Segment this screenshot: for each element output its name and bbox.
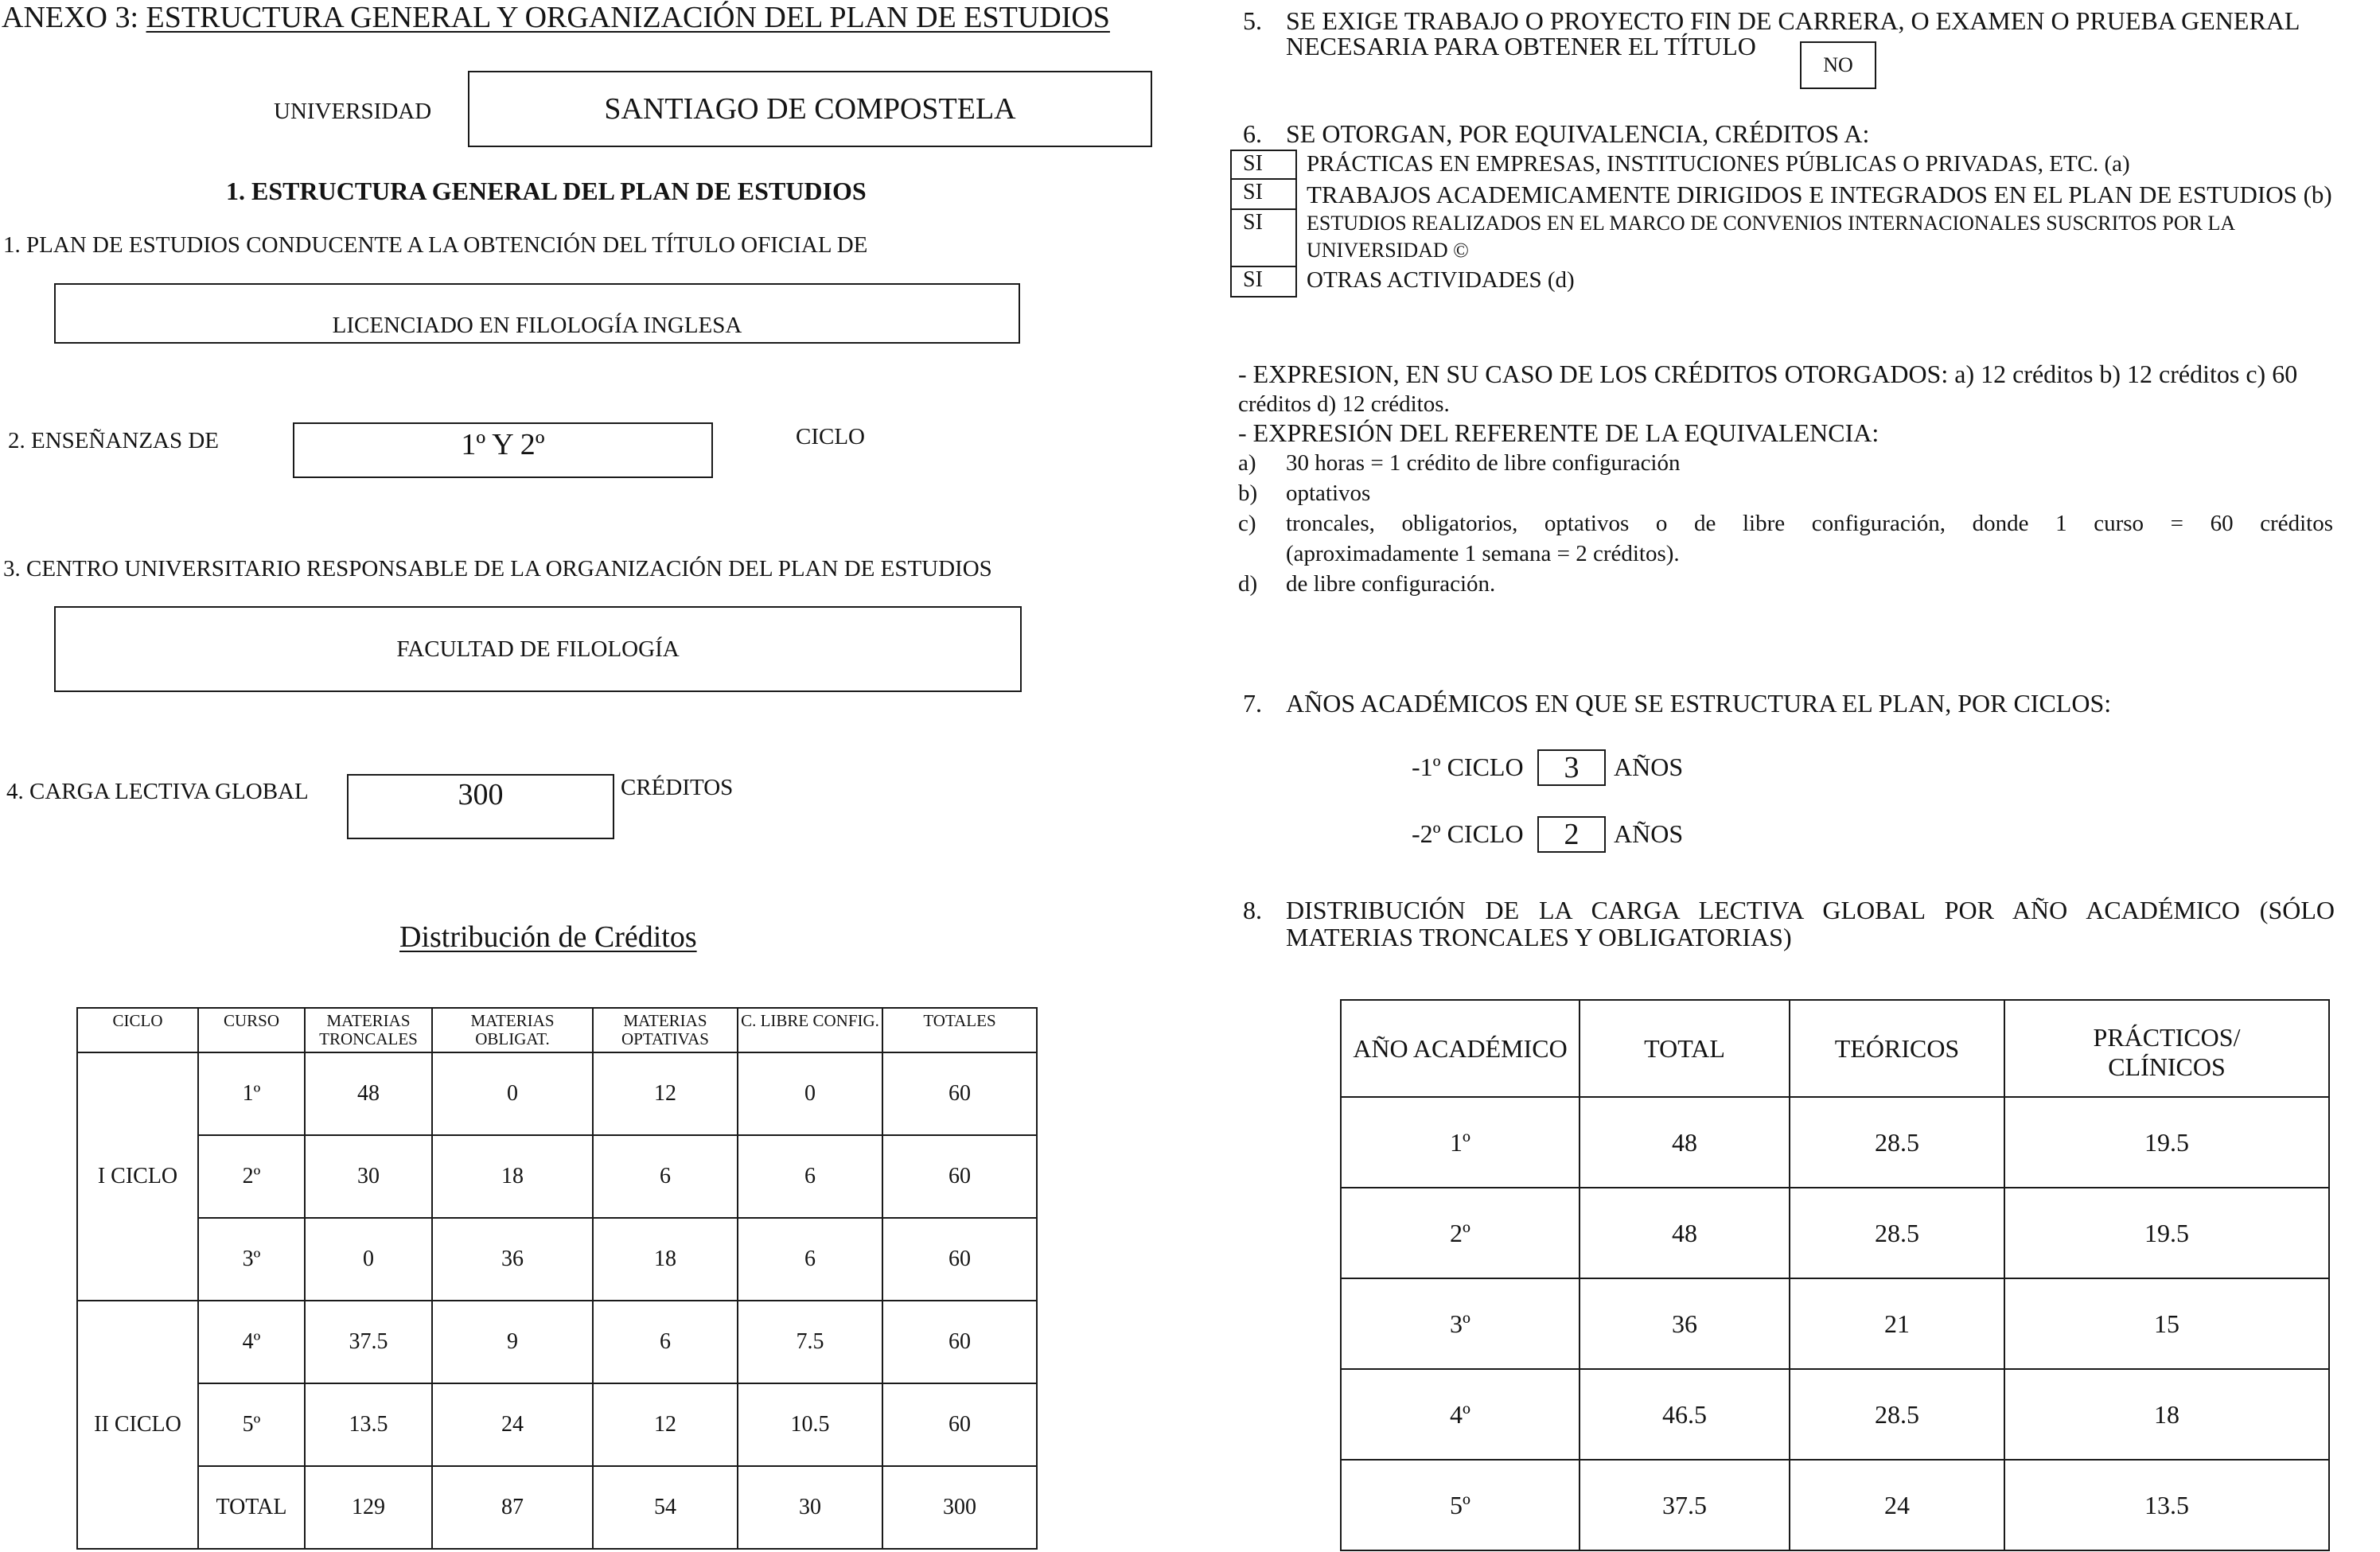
table-cell: 15 bbox=[2004, 1278, 2329, 1369]
credits-expression-line1: - EXPRESION, EN SU CASO DE LOS CRÉDITOS OTORGADOS: a) 12 créditos b) 12 créditos c) 60 bbox=[1238, 360, 2298, 388]
table-cell: 18 bbox=[2004, 1369, 2329, 1460]
table-cell: 24 bbox=[1790, 1460, 2004, 1550]
cycle2-years-unit: AÑOS bbox=[1614, 819, 1684, 848]
table-cell: 87 bbox=[432, 1466, 593, 1549]
distribution-title: Distribución de Créditos bbox=[399, 920, 697, 954]
table-cell: 60 bbox=[882, 1218, 1037, 1301]
cycle-cell: I CICLO bbox=[77, 1052, 198, 1301]
item2-label: 2. ENSEÑANZAS DE bbox=[8, 428, 220, 453]
credits-field bbox=[347, 774, 614, 839]
table-cell: 129 bbox=[305, 1466, 432, 1549]
cycle-cell: II CICLO bbox=[77, 1301, 198, 1549]
table-cell: 6 bbox=[593, 1135, 738, 1218]
table-cell: 0 bbox=[305, 1218, 432, 1301]
col-header: CURSO bbox=[198, 1008, 305, 1052]
ref-letter: b) bbox=[1238, 480, 1258, 506]
table-cell: 21 bbox=[1790, 1278, 2004, 1369]
table-cell: 19.5 bbox=[2004, 1097, 2329, 1188]
table-cell: 4º bbox=[198, 1301, 305, 1383]
credits-value: 300 bbox=[458, 778, 504, 811]
table-cell: 60 bbox=[882, 1301, 1037, 1383]
col-header: TOTAL bbox=[1580, 1000, 1790, 1097]
table-cell: 30 bbox=[738, 1466, 882, 1549]
item2-suffix: CICLO bbox=[796, 424, 865, 449]
col-header: AÑO ACADÉMICO bbox=[1341, 1000, 1580, 1097]
col-header: MATERIAS TRONCALES bbox=[305, 1008, 432, 1052]
table-row bbox=[77, 1218, 1037, 1301]
ref-text: de libre configuración. bbox=[1286, 571, 1496, 597]
table-cell: 12 bbox=[593, 1383, 738, 1466]
section5-line2: NECESARIA PARA OBTENER EL TÍTULO bbox=[1286, 32, 1756, 60]
table-cell: 12 bbox=[593, 1052, 738, 1135]
table-cell: 5º bbox=[1341, 1460, 1580, 1550]
ref-text: 30 horas = 1 crédito de libre configuración bbox=[1286, 450, 1681, 476]
yearly-load-table bbox=[1340, 999, 2330, 1551]
col-header: MATERIAS OBLIGAT. bbox=[432, 1008, 593, 1052]
table-row bbox=[77, 1052, 1037, 1135]
table-row bbox=[1341, 1097, 2329, 1188]
equivalence-item: ESTUDIOS REALIZADOS EN EL MARCO DE CONVENIOS INTERNACIONALES SUSCRITOS POR LA bbox=[1307, 212, 2236, 235]
cycle1-years-value: 3 bbox=[1564, 751, 1580, 784]
table-cell: 54 bbox=[593, 1466, 738, 1549]
ref-text: optativos bbox=[1286, 480, 1371, 506]
cycles-field bbox=[293, 422, 713, 478]
table-cell: 9 bbox=[432, 1301, 593, 1383]
table-header-row bbox=[77, 1008, 1037, 1052]
section1-title: 1. ESTRUCTURA GENERAL DEL PLAN DE ESTUDIOS bbox=[226, 177, 867, 205]
table-row bbox=[1341, 1278, 2329, 1369]
section7-num: 7. bbox=[1243, 689, 1262, 718]
col-header: CICLO bbox=[77, 1008, 198, 1052]
table-cell: 46.5 bbox=[1580, 1369, 1790, 1460]
section6-num: 6. bbox=[1243, 119, 1262, 148]
table-cell: 3º bbox=[198, 1218, 305, 1301]
equivalence-flag: SI bbox=[1230, 180, 1297, 210]
equivalence-item: OTRAS ACTIVIDADES (d) bbox=[1307, 267, 1575, 293]
table-cell: 60 bbox=[882, 1383, 1037, 1466]
table-row bbox=[77, 1135, 1037, 1218]
table-cell: 60 bbox=[882, 1052, 1037, 1135]
table-cell: 6 bbox=[738, 1135, 882, 1218]
thesis-required-value: NO bbox=[1823, 53, 1853, 76]
table-cell: 28.5 bbox=[1790, 1369, 2004, 1460]
ref-text: troncales, obligatorios, optativos o de libre configuración, donde 1 curso = 60 créditos bbox=[1286, 511, 2333, 536]
annex-title: ESTRUCTURA GENERAL Y ORGANIZACIÓN DEL PLAN DE ESTUDIOS bbox=[146, 1, 1110, 34]
table-cell: 6 bbox=[738, 1218, 882, 1301]
table-cell: 10.5 bbox=[738, 1383, 882, 1466]
table-cell: 7.5 bbox=[738, 1301, 882, 1383]
table-cell: 28.5 bbox=[1790, 1188, 2004, 1278]
equivalence-flag: SI bbox=[1230, 210, 1297, 267]
table-cell: 30 bbox=[305, 1135, 432, 1218]
annex-heading bbox=[2, 0, 1110, 35]
table-cell: 13.5 bbox=[305, 1383, 432, 1466]
table-cell: 19.5 bbox=[2004, 1188, 2329, 1278]
item4-suffix: CRÉDITOS bbox=[621, 775, 734, 800]
section8-line2: MATERIAS TRONCALES Y OBLIGATORIAS) bbox=[1286, 923, 1792, 951]
section8-num: 8. bbox=[1243, 896, 1262, 924]
section7-title: AÑOS ACADÉMICOS EN QUE SE ESTRUCTURA EL PLAN, POR CICLOS: bbox=[1286, 689, 2112, 718]
table-cell: 37.5 bbox=[1580, 1460, 1790, 1550]
annex-prefix: ANEXO 3: bbox=[2, 1, 139, 34]
table-cell: 60 bbox=[882, 1135, 1037, 1218]
table-cell: 48 bbox=[1580, 1188, 1790, 1278]
section5-num: 5. bbox=[1243, 6, 1262, 35]
university-value: SANTIAGO DE COMPOSTELA bbox=[604, 92, 1016, 126]
table-cell: 1º bbox=[1341, 1097, 1580, 1188]
section5-line1: SE EXIGE TRABAJO O PROYECTO FIN DE CARRERA, O EXAMEN O PRUEBA GENERAL bbox=[1286, 6, 2300, 35]
table-cell: 6 bbox=[593, 1301, 738, 1383]
degree-value: LICENCIADO EN FILOLOGÍA INGLESA bbox=[332, 313, 742, 338]
table-cell: 18 bbox=[593, 1218, 738, 1301]
cycle2-years-label: -2º CICLO bbox=[1412, 819, 1524, 848]
degree-field bbox=[54, 283, 1020, 344]
col-header: C. LIBRE CONFIG. bbox=[738, 1008, 882, 1052]
table-cell: 36 bbox=[432, 1218, 593, 1301]
section6-title: SE OTORGAN, POR EQUIVALENCIA, CRÉDITOS A: bbox=[1286, 119, 1870, 148]
table-cell: 48 bbox=[1580, 1097, 1790, 1188]
col-header: MATERIAS OPTATIVAS bbox=[593, 1008, 738, 1052]
item1-label: 1. PLAN DE ESTUDIOS CONDUCENTE A LA OBTENCIÓN DEL TÍTULO OFICIAL DE bbox=[3, 232, 868, 258]
table-cell: 3º bbox=[1341, 1278, 1580, 1369]
table-cell: 13.5 bbox=[2004, 1460, 2329, 1550]
cycle1-years-field bbox=[1537, 749, 1606, 786]
ref-letter: d) bbox=[1238, 571, 1258, 597]
equivalence-item-cont: UNIVERSIDAD © bbox=[1307, 239, 1469, 262]
col-header: TOTALES bbox=[882, 1008, 1037, 1052]
col-header-line: PRÁCTICOS/ bbox=[2093, 1023, 2241, 1052]
equivalence-flag: SI bbox=[1230, 267, 1297, 298]
equivalence-item: TRABAJOS ACADEMICAMENTE DIRIGIDOS E INTEGRADOS EN EL PLAN DE ESTUDIOS (b) bbox=[1307, 181, 2332, 208]
table-cell: 0 bbox=[738, 1052, 882, 1135]
table-row bbox=[1341, 1369, 2329, 1460]
faculty-field bbox=[54, 606, 1022, 692]
table-cell: 24 bbox=[432, 1383, 593, 1466]
credit-distribution-table bbox=[76, 1007, 1038, 1550]
ref-text-cont: (aproximadamente 1 semana = 2 créditos). bbox=[1286, 541, 1680, 566]
university-field bbox=[468, 71, 1152, 147]
table-row bbox=[77, 1301, 1037, 1383]
credits-expression-line2: créditos d) 12 créditos. bbox=[1238, 391, 1450, 417]
item3-label: 3. CENTRO UNIVERSITARIO RESPONSABLE DE LA ORGANIZACIÓN DEL PLAN DE ESTUDIOS bbox=[3, 556, 992, 582]
cycle1-years-unit: AÑOS bbox=[1614, 753, 1684, 781]
equivalence-flag: SI bbox=[1230, 150, 1297, 180]
reference-heading: - EXPRESIÓN DEL REFERENTE DE LA EQUIVALENCIA: bbox=[1238, 418, 1879, 447]
table-cell: 5º bbox=[198, 1383, 305, 1466]
table-total-row bbox=[77, 1466, 1037, 1549]
section8-line1: DISTRIBUCIÓN DE LA CARGA LECTIVA GLOBAL POR AÑO ACADÉMICO (SÓLO bbox=[1286, 896, 2335, 924]
table-cell: TOTAL bbox=[198, 1466, 305, 1549]
thesis-required-field bbox=[1800, 41, 1876, 89]
table-header-row bbox=[1341, 1000, 2329, 1097]
table-cell: 18 bbox=[432, 1135, 593, 1218]
col-header-line: CLÍNICOS bbox=[2108, 1052, 2226, 1081]
col-header bbox=[2004, 1000, 2329, 1097]
university-label: UNIVERSIDAD bbox=[274, 99, 432, 124]
table-row bbox=[1341, 1460, 2329, 1550]
table-cell: 28.5 bbox=[1790, 1097, 2004, 1188]
equivalence-item: PRÁCTICAS EN EMPRESAS, INSTITUCIONES PÚBLICAS O PRIVADAS, ETC. (a) bbox=[1307, 151, 2130, 177]
table-cell: 1º bbox=[198, 1052, 305, 1135]
table-cell: 0 bbox=[432, 1052, 593, 1135]
cycle1-years-label: -1º CICLO bbox=[1412, 753, 1524, 781]
table-cell: 2º bbox=[198, 1135, 305, 1218]
ref-letter: a) bbox=[1238, 450, 1256, 476]
cycle2-years-value: 2 bbox=[1564, 818, 1580, 851]
col-header: TEÓRICOS bbox=[1790, 1000, 2004, 1097]
table-cell: 4º bbox=[1341, 1369, 1580, 1460]
item4-label: 4. CARGA LECTIVA GLOBAL bbox=[6, 779, 309, 804]
table-row bbox=[77, 1383, 1037, 1466]
faculty-value: FACULTAD DE FILOLOGÍA bbox=[396, 636, 680, 662]
cycle2-years-field bbox=[1537, 816, 1606, 853]
table-cell: 48 bbox=[305, 1052, 432, 1135]
ref-letter: c) bbox=[1238, 511, 1256, 536]
table-cell: 2º bbox=[1341, 1188, 1580, 1278]
table-row bbox=[1341, 1188, 2329, 1278]
table-cell: 37.5 bbox=[305, 1301, 432, 1383]
cycles-value: 1º Y 2º bbox=[461, 428, 545, 461]
table-cell: 36 bbox=[1580, 1278, 1790, 1369]
table-cell: 300 bbox=[882, 1466, 1037, 1549]
